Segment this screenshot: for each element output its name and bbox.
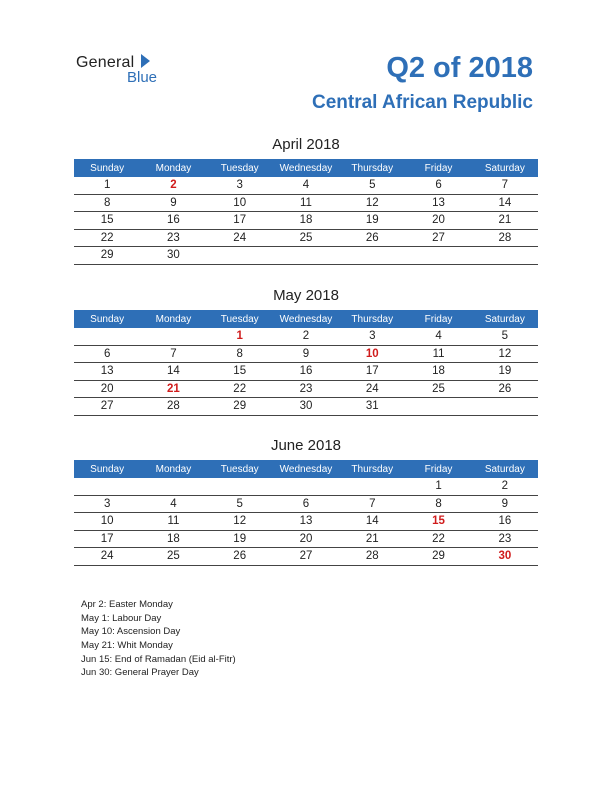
day-cell: [74, 478, 140, 495]
page-title: Q2 of 2018: [386, 52, 533, 84]
day-cell: 21: [339, 530, 405, 548]
holiday-note: Jun 15: End of Ramadan (Eid al-Fitr): [81, 653, 236, 665]
day-cell: 27: [74, 398, 140, 416]
day-cell: 11: [405, 345, 471, 363]
weekday-header: Friday: [405, 159, 471, 177]
weekday-header: Wednesday: [273, 310, 339, 328]
day-cell: [472, 247, 538, 265]
day-cell: 25: [140, 548, 206, 566]
day-cell: 7: [339, 495, 405, 513]
holiday-list: [81, 598, 236, 680]
country-name: Central African Republic: [311, 92, 533, 113]
weekday-header: Tuesday: [207, 460, 273, 478]
day-cell: 20: [405, 212, 471, 230]
weekday-header: Tuesday: [207, 310, 273, 328]
day-cell: [273, 478, 339, 495]
day-cell: 6: [405, 177, 471, 194]
day-cell: 21: [472, 212, 538, 230]
weekday-header: Sunday: [74, 310, 140, 328]
holiday-note: Apr 2: Easter Monday: [81, 599, 173, 610]
day-cell: 11: [140, 513, 206, 531]
day-cell: 15: [74, 212, 140, 230]
weekday-header-row: [74, 310, 538, 328]
day-cell: 8: [207, 345, 273, 363]
day-cell: 27: [405, 229, 471, 247]
day-cell: 6: [273, 495, 339, 513]
day-cell: 29: [74, 247, 140, 265]
day-cell: 12: [472, 345, 538, 363]
holiday-note: May 1: Labour Day: [81, 612, 162, 624]
weekday-header: Thursday: [339, 159, 405, 177]
month-calendar: [74, 137, 538, 265]
day-cell: 18: [140, 530, 206, 548]
day-cell: 27: [273, 548, 339, 566]
day-cell: 24: [207, 229, 273, 247]
day-cell: [207, 247, 273, 265]
day-cell: 4: [405, 328, 471, 345]
day-cell: 7: [140, 345, 206, 363]
month-calendar: [74, 288, 538, 416]
day-cell: 5: [339, 177, 405, 194]
weekday-header: Sunday: [74, 460, 140, 478]
day-cell: 10: [74, 513, 140, 531]
logo: [76, 54, 176, 88]
day-cell: [339, 478, 405, 495]
day-cell: 23: [273, 380, 339, 398]
day-cell: 31: [339, 398, 405, 416]
day-cell: 19: [472, 363, 538, 381]
day-cell: 3: [74, 495, 140, 513]
week-row: [74, 530, 538, 548]
day-cell: 12: [339, 194, 405, 212]
day-cell: 26: [339, 229, 405, 247]
logo-triangle-icon: [141, 54, 150, 68]
day-cell: 18: [405, 363, 471, 381]
week-row: [74, 345, 538, 363]
day-cell: [472, 398, 538, 416]
weekday-header: Sunday: [74, 159, 140, 177]
day-cell: 17: [339, 363, 405, 381]
day-cell: 6: [74, 345, 140, 363]
day-cell: 8: [74, 194, 140, 212]
day-cell: 16: [140, 212, 206, 230]
day-cell: [140, 478, 206, 495]
logo-blue-text: Blue: [127, 69, 158, 86]
weekday-header: Monday: [140, 159, 206, 177]
week-row: [74, 548, 538, 566]
day-cell: [405, 398, 471, 416]
day-cell: 22: [74, 229, 140, 247]
holiday-note: Jun 30: General Prayer Day: [81, 667, 199, 679]
day-cell: 2: [140, 177, 206, 194]
day-cell: 1: [405, 478, 471, 495]
week-row: [74, 398, 538, 416]
week-row: [74, 478, 538, 495]
weekday-header: Friday: [405, 460, 471, 478]
week-row: [74, 363, 538, 381]
day-cell: 24: [74, 548, 140, 566]
month-title: May 2018: [273, 287, 339, 304]
day-cell: 16: [472, 513, 538, 531]
day-cell: 28: [140, 398, 206, 416]
weekday-header: Monday: [140, 460, 206, 478]
weekday-header: Saturday: [472, 310, 538, 328]
week-row: [74, 194, 538, 212]
day-cell: 17: [74, 530, 140, 548]
weekday-header: Saturday: [472, 460, 538, 478]
day-cell: 28: [339, 548, 405, 566]
day-cell: 4: [273, 177, 339, 194]
day-cell: 16: [273, 363, 339, 381]
calendar-grid: [74, 159, 538, 265]
day-cell: [140, 328, 206, 345]
weekday-header: Friday: [405, 310, 471, 328]
day-cell: 3: [339, 328, 405, 345]
weekday-header: Thursday: [339, 460, 405, 478]
day-cell: 19: [339, 212, 405, 230]
holiday-note: May 21: Whit Monday: [81, 640, 173, 652]
day-cell: 7: [472, 177, 538, 194]
day-cell: 13: [273, 513, 339, 531]
week-row: [74, 495, 538, 513]
week-row: [74, 328, 538, 345]
day-cell: 14: [140, 363, 206, 381]
day-cell: 10: [339, 345, 405, 363]
day-cell: 29: [207, 398, 273, 416]
day-cell: 25: [273, 229, 339, 247]
day-cell: 20: [74, 380, 140, 398]
day-cell: 2: [273, 328, 339, 345]
day-cell: 22: [405, 530, 471, 548]
day-cell: 11: [273, 194, 339, 212]
day-cell: 30: [273, 398, 339, 416]
weekday-header: Saturday: [472, 159, 538, 177]
day-cell: 15: [405, 513, 471, 531]
day-cell: 4: [140, 495, 206, 513]
day-cell: 1: [74, 177, 140, 194]
day-cell: 25: [405, 380, 471, 398]
day-cell: 30: [472, 548, 538, 566]
day-cell: [207, 478, 273, 495]
week-row: [74, 247, 538, 265]
week-row: [74, 177, 538, 194]
day-cell: [273, 247, 339, 265]
day-cell: 1: [207, 328, 273, 345]
day-cell: 8: [405, 495, 471, 513]
day-cell: 21: [140, 380, 206, 398]
day-cell: 19: [207, 530, 273, 548]
day-cell: 9: [273, 345, 339, 363]
day-cell: 13: [74, 363, 140, 381]
day-cell: 12: [207, 513, 273, 531]
day-cell: 26: [472, 380, 538, 398]
logo-general-text: General: [76, 54, 135, 71]
weekday-header-row: [74, 159, 538, 177]
day-cell: [74, 328, 140, 345]
month-calendar: [74, 438, 538, 566]
weekday-header: Wednesday: [273, 159, 339, 177]
day-cell: [405, 247, 471, 265]
day-cell: 9: [472, 495, 538, 513]
day-cell: 23: [472, 530, 538, 548]
calendar-grid: [74, 460, 538, 566]
weekday-header: Wednesday: [273, 460, 339, 478]
day-cell: 14: [472, 194, 538, 212]
day-cell: 14: [339, 513, 405, 531]
day-cell: 2: [472, 478, 538, 495]
day-cell: 10: [207, 194, 273, 212]
month-title: June 2018: [270, 437, 342, 454]
day-cell: 29: [405, 548, 471, 566]
day-cell: 13: [405, 194, 471, 212]
day-cell: 28: [472, 229, 538, 247]
day-cell: 5: [472, 328, 538, 345]
weekday-header: Thursday: [339, 310, 405, 328]
holiday-note: May 10: Ascension Day: [81, 626, 181, 638]
day-cell: 24: [339, 380, 405, 398]
weekday-header-row: [74, 460, 538, 478]
day-cell: 17: [207, 212, 273, 230]
week-row: [74, 380, 538, 398]
day-cell: [339, 247, 405, 265]
day-cell: 18: [273, 212, 339, 230]
weekday-header: Tuesday: [207, 159, 273, 177]
week-row: [74, 229, 538, 247]
week-row: [74, 513, 538, 531]
day-cell: 3: [207, 177, 273, 194]
day-cell: 30: [140, 247, 206, 265]
day-cell: 20: [273, 530, 339, 548]
day-cell: 15: [207, 363, 273, 381]
day-cell: 23: [140, 229, 206, 247]
month-title: April 2018: [272, 136, 340, 153]
week-row: [74, 212, 538, 230]
day-cell: 26: [207, 548, 273, 566]
day-cell: 5: [207, 495, 273, 513]
day-cell: 22: [207, 380, 273, 398]
weekday-header: Monday: [140, 310, 206, 328]
calendar-grid: [74, 310, 538, 416]
day-cell: 9: [140, 194, 206, 212]
